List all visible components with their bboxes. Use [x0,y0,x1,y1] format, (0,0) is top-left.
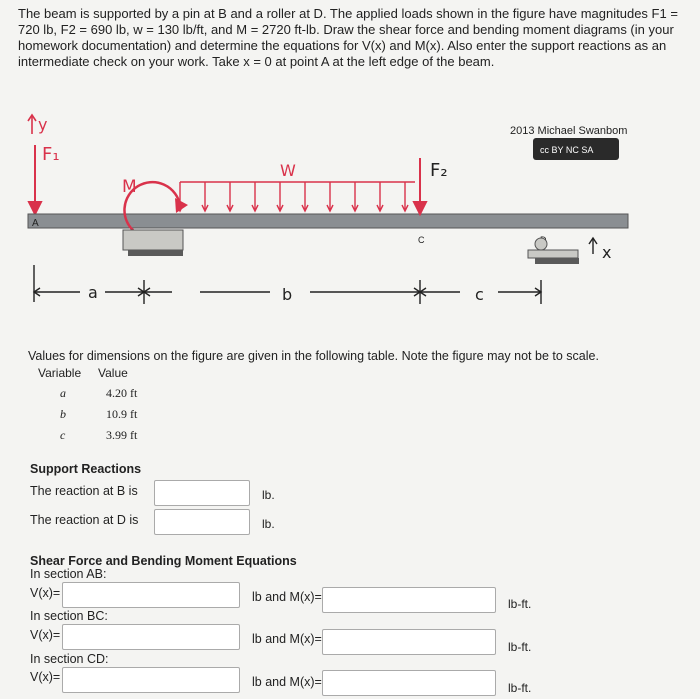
var-value: 4.20 ft [106,386,138,400]
m-ab-label: lb and M(x)= [252,590,322,604]
table-row [38,404,158,425]
beam [28,214,628,228]
dimensions-table [38,362,158,446]
v-ab-input[interactable] [62,582,240,608]
f1-label: F₁ [42,144,60,165]
x-axis-arrow [589,238,597,254]
var-name: a [60,386,66,400]
f2-label: F₂ [430,160,448,181]
x-label: x [602,243,612,262]
table-row [38,425,158,446]
section-ab-label: In section AB: [30,567,107,581]
bc-unit: lb-ft. [508,640,532,654]
reaction-d-input[interactable] [154,509,250,535]
v-bc-input[interactable] [62,624,240,650]
var-name: c [60,428,66,442]
moment-label: M [122,177,137,197]
header-value: Value [98,365,128,380]
dimensions-intro: Values for dimensions on the figure are given in the following table. Note the figure may not be to scale. [28,349,599,363]
var-name: b [60,407,66,421]
reaction-b-unit: lb. [262,488,275,502]
ground-d [535,258,579,264]
ab-unit: lb-ft. [508,597,532,611]
problem-statement: The beam is supported by a pin at B and a roller at D. The applied loads shown in the figure have magnitudes F1 = 720 lb, F2 = 690 lb, w = 130 lb/ft, and M = 2720 ft-lb. Draw the shear force and bending moment diagrams (in your homework documentation) and determine the equations for V(x) and M(x). Also enter the support reactions as an intermediate check on your work. Take x = 0 at point A at the left edge of the beam. [18,6,678,69]
header-variable: Variable [38,365,82,380]
dim-b-label: b [282,285,293,304]
pin-support-b [123,230,183,250]
equations-title: Shear Force and Bending Moment Equations [30,554,297,568]
m-cd-input[interactable] [322,670,496,696]
y-axis-arrow [28,115,36,134]
m-bc-input[interactable] [322,629,496,655]
support-reactions-title: Support Reactions [30,462,142,476]
dim-c-label: c [475,285,484,304]
section-cd-label: In section CD: [30,652,109,666]
y-label: y [38,115,48,134]
reaction-b-input[interactable] [154,480,250,506]
figure-credit: 2013 Michael Swanbom [510,125,628,137]
var-value: 3.99 ft [106,428,138,442]
roller-support-d [528,250,578,258]
var-value: 10.9 ft [106,407,138,421]
m-bc-label: lb and M(x)= [252,632,322,646]
beam-figure [20,110,680,335]
section-bc-label: In section BC: [30,609,108,623]
dim-a-label: a [88,283,98,302]
f1-arrow [29,145,41,214]
point-a-label: A [32,218,39,229]
f2-arrow [414,158,426,214]
m-cd-label: lb and M(x)= [252,675,322,689]
reaction-b-label: The reaction at B is [30,484,138,498]
m-ab-input[interactable] [322,587,496,613]
cd-unit: lb-ft. [508,681,532,695]
table-row [38,383,158,404]
table-header [38,362,158,383]
v-bc-label: V(x)= [30,628,61,642]
roller-d [535,238,547,250]
reaction-d-label: The reaction at D is [30,513,139,527]
license-text: cc BY NC SA [540,145,594,155]
v-cd-label: V(x)= [30,670,61,684]
point-c-label: C [418,235,425,245]
w-label: W [280,161,296,180]
ground-b [128,250,183,256]
reaction-d-unit: lb. [262,517,275,531]
v-cd-input[interactable] [62,667,240,693]
distributed-load [177,182,415,211]
v-ab-label: V(x)= [30,586,61,600]
